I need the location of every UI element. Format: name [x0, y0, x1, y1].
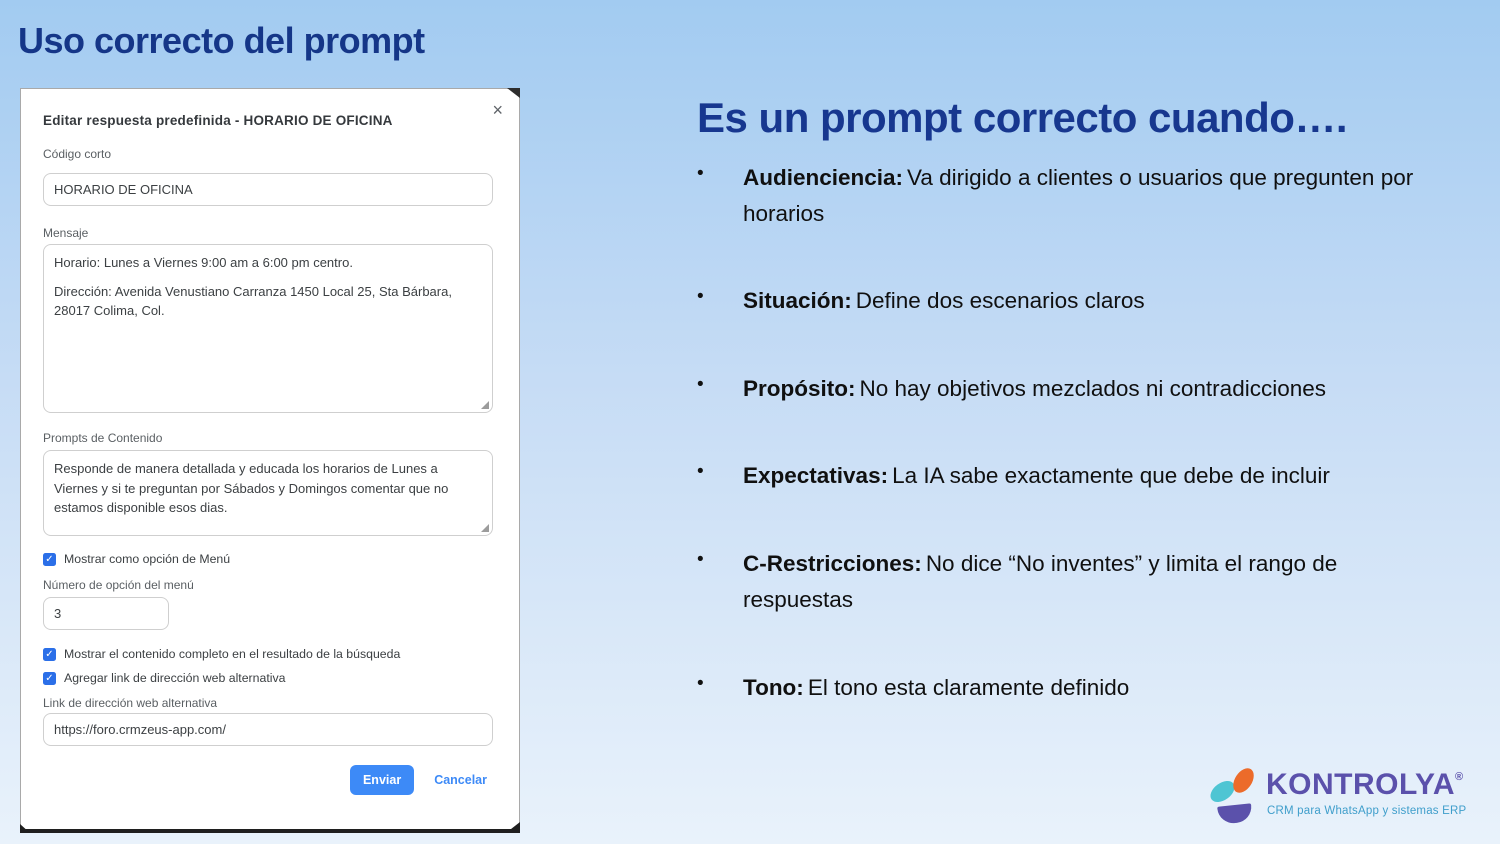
bullet-text: Define dos escenarios claros	[855, 288, 1145, 313]
alt-link-checkbox-label: Agregar link de dirección web alternativa	[64, 671, 286, 685]
resize-handle-icon[interactable]	[481, 401, 489, 409]
alt-link-label: Link de dirección web alternativa	[43, 696, 218, 710]
menu-number-label: Número de opción del menú	[43, 578, 194, 592]
list-item	[697, 670, 1447, 706]
checkbox-checked-icon[interactable]: ✓	[43, 553, 56, 566]
content-prompts-label: Prompts de Contenido	[43, 431, 163, 445]
message-line: Dirección: Avenida Venustiano Carranza 1450 Local 25, Sta Bárbara, 28017 Colima, Col.	[54, 283, 452, 318]
message-textarea[interactable]	[43, 244, 493, 413]
registered-mark: ®	[1454, 771, 1464, 783]
full-content-checkbox-row[interactable]	[43, 647, 400, 661]
short-code-input[interactable]	[43, 173, 493, 206]
kontrolya-logo-icon	[1208, 766, 1262, 834]
send-button[interactable]: Enviar	[350, 765, 414, 795]
message-label: Mensaje	[43, 226, 89, 240]
menu-option-checkbox-row[interactable]	[43, 552, 230, 566]
content-prompts-textarea[interactable]	[43, 450, 493, 536]
edit-response-dialog	[20, 88, 520, 833]
bullet-text: No hay objetivos mezclados ni contradicciones	[859, 376, 1326, 401]
bullet-term: C-Restricciones:	[743, 551, 922, 576]
checkbox-checked-icon[interactable]: ✓	[43, 672, 56, 685]
bullet-term: Expectativas:	[743, 463, 889, 488]
menu-option-checkbox-label: Mostrar como opción de Menú	[64, 552, 231, 566]
bullet-icon: •	[697, 286, 704, 307]
bullet-text: La IA sabe exactamente que debe de incluir	[892, 463, 1330, 488]
bullet-text: El tono esta claramente definido	[807, 675, 1130, 700]
bullet-text: No dice “No inventes” y limita el rango de respuestas	[743, 551, 1338, 612]
bullet-term: Audienciencia:	[743, 165, 904, 190]
screenshot-corner-artifact	[506, 822, 520, 833]
screenshot-corner-artifact	[507, 88, 520, 98]
message-line: Horario: Lunes a Viernes 9:00 am a 6:00 pm centro.	[54, 255, 353, 270]
logo-wordmark	[1266, 768, 1464, 802]
dialog-title: Editar respuesta predefinida - HORARIO DE OFICINA	[43, 113, 393, 128]
resize-handle-icon[interactable]	[481, 524, 489, 532]
logo-tagline: CRM para WhatsApp y sistemas ERP	[1267, 805, 1467, 817]
screenshot-corner-artifact	[20, 824, 30, 833]
bullet-icon: •	[697, 461, 704, 482]
list-item	[697, 160, 1447, 232]
section-heading: Es un prompt correcto cuando….	[697, 94, 1348, 141]
dialog-footer	[350, 765, 487, 795]
bullet-text: Va dirigido a clientes o usuarios que pregunten por horarios	[743, 165, 1414, 226]
list-item	[697, 371, 1447, 407]
bullet-icon: •	[697, 549, 704, 570]
list-item	[697, 283, 1447, 319]
list-item	[697, 458, 1447, 494]
alt-link-checkbox-row[interactable]	[43, 671, 285, 685]
alt-link-input[interactable]	[43, 713, 493, 746]
full-content-checkbox-label: Mostrar el contenido completo en el resultado de la búsqueda	[64, 647, 401, 661]
page-title: Uso correcto del prompt	[18, 20, 425, 61]
bullet-term: Tono:	[743, 675, 804, 700]
bullet-term: Situación:	[743, 288, 852, 313]
bullet-term: Propósito:	[743, 376, 856, 401]
bullet-icon: •	[697, 673, 704, 694]
cancel-button[interactable]: Cancelar	[434, 773, 487, 787]
content-prompts-text: Responde de manera detallada y educada los horarios de Lunes a Viernes y si te preguntan por Sábados y Domingos comentar que no estamos disponible esos dias.	[54, 461, 449, 515]
kontrolya-logo	[1208, 764, 1480, 836]
logo-purple-shape	[1217, 803, 1253, 824]
short-code-label: Código corto	[43, 147, 112, 161]
list-item	[697, 546, 1447, 618]
close-icon[interactable]: ×	[492, 100, 503, 120]
bullet-icon: •	[697, 163, 704, 184]
logo-wordmark-text: KONTROLYA	[1266, 768, 1455, 801]
menu-number-input[interactable]	[43, 597, 169, 630]
bullet-icon: •	[697, 374, 704, 395]
checkbox-checked-icon[interactable]: ✓	[43, 648, 56, 661]
